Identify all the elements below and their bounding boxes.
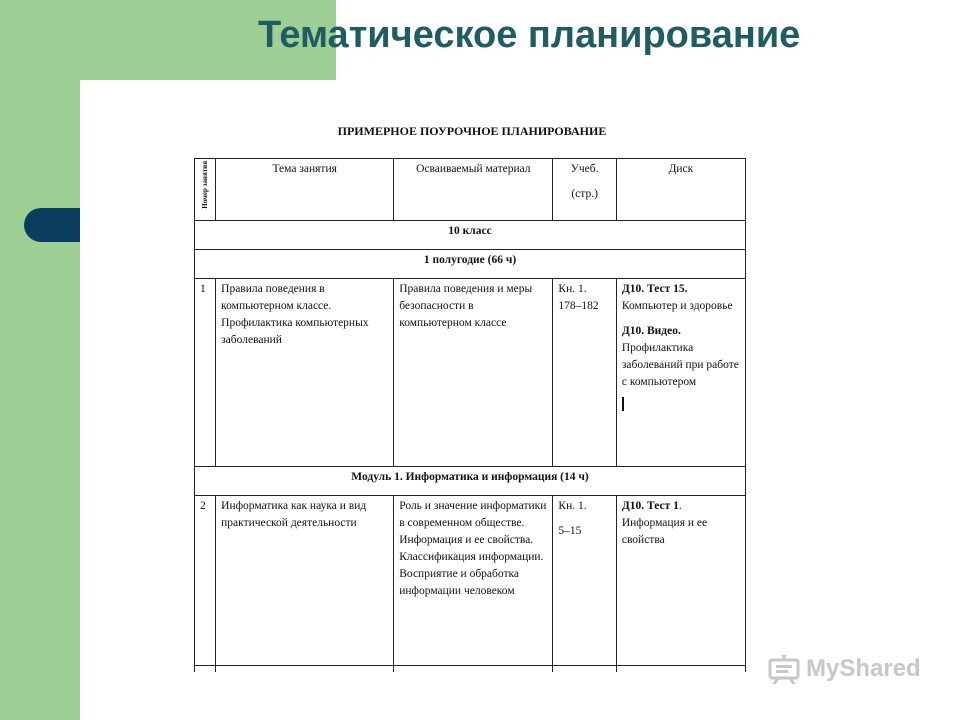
table-row [195,496,746,666]
watermark [768,654,921,684]
text-cursor [622,397,624,411]
header-number: Номер занятия [195,159,216,221]
header-textbook-line2: (стр.) [571,188,598,200]
projector-screen-icon [768,654,800,684]
row-textbook: Кн. 1. 5–15 [553,496,616,666]
row-disk: Д10. Тест 1. Информация и ее свойства [616,496,745,666]
plan-table-wrapper [194,158,746,672]
header-textbook-line1: Учеб. [570,163,599,175]
header-disk: Диск [616,159,745,221]
header-topic: Тема занятия [216,159,394,221]
table-row-cut [195,666,746,673]
grade-row: 10 класс [195,221,746,250]
left-green-bar [0,0,80,720]
row-topic: Правила поведения в компьютерном классе. Профилактика компьютерных заболеваний [216,279,394,467]
document-heading: ПРИМЕРНОЕ ПОУРОЧНОЕ ПЛАНИРОВАНИЕ [337,124,607,138]
row-topic: Информатика как наука и вид практической деятельности [216,496,394,666]
tab-mask [80,208,104,242]
row-textbook: Кн. 1. 178–182 [553,279,616,467]
content-panel-corner [80,80,200,200]
watermark-text: MyShared [806,655,921,682]
table-row [195,279,746,467]
half-year-row: 1 полугодие (66 ч) [195,250,746,279]
header-textbook [553,159,616,221]
slide-title: Тематическое планирование [258,14,801,56]
row-number: 2 [195,496,216,666]
row-material: Роль и значение информатики в современном обществе. Информация и ее свойства. Классификация информации. Восприятие и обработка информации человеком [394,496,553,666]
module-row: Модуль 1. Информатика и информация (14 ч) [195,467,746,496]
header-material: Осваиваемый материал [394,159,553,221]
row-disk: Д10. Тест 15. Компьютер и здоровье Д10. Видео. Профилактика заболеваний при работе с компьютером [616,279,745,467]
plan-table [194,158,746,672]
row-number: 1 [195,279,216,467]
row-material: Правила поведения и меры безопасности в компьютерном классе [394,279,553,467]
table-header-row [195,159,746,221]
